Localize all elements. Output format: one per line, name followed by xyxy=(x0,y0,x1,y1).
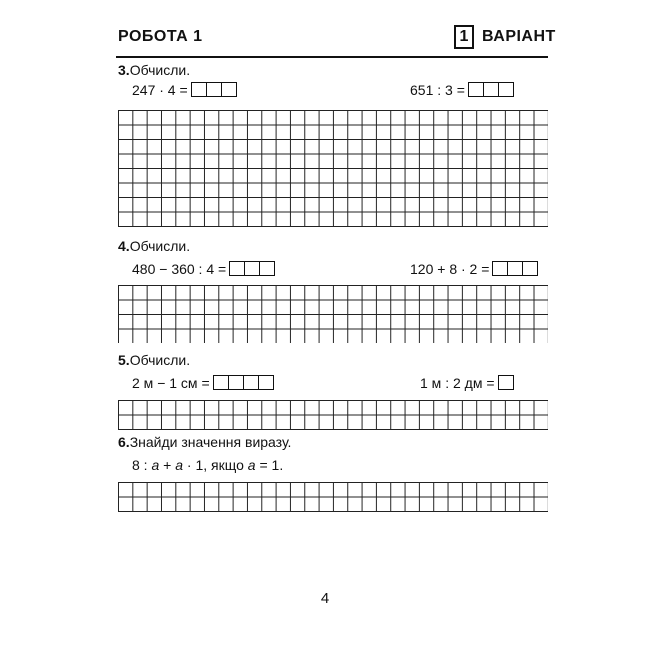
task-5-grid[interactable] xyxy=(118,400,548,430)
task-4-grid[interactable] xyxy=(118,285,548,343)
expression-text: 2 м − 1 см = xyxy=(132,375,210,391)
expression-text: 480 − 360 : 4 = xyxy=(132,261,227,277)
task-prompt: Обчисли. xyxy=(129,62,191,78)
answer-cell[interactable] xyxy=(507,261,523,276)
answer-cell[interactable] xyxy=(228,375,244,390)
task-prompt: Знайди значення виразу. xyxy=(129,434,292,450)
expression-part: 8 : xyxy=(132,457,152,473)
variant-number-box: 1 xyxy=(454,25,474,49)
answer-boxes[interactable] xyxy=(191,82,237,97)
task-3-grid[interactable] xyxy=(118,110,548,227)
task-4-left-expression xyxy=(132,261,275,277)
expression-text: 247 · 4 = xyxy=(132,82,188,98)
task-number: 4. xyxy=(118,238,130,254)
answer-cell[interactable] xyxy=(498,82,514,97)
answer-cell[interactable] xyxy=(206,82,222,97)
answer-cell[interactable] xyxy=(483,82,499,97)
task-6-expression xyxy=(132,457,283,473)
answer-cell[interactable] xyxy=(243,375,259,390)
page-number: 4 xyxy=(320,590,330,607)
variable-a: a xyxy=(247,457,256,473)
variant-label: ВАРІАНТ xyxy=(482,28,556,45)
task-3-heading xyxy=(118,62,190,78)
answer-cell[interactable] xyxy=(229,261,245,276)
task-4-right-expression xyxy=(410,261,538,277)
expression-text: 120 + 8 · 2 = xyxy=(410,261,490,277)
answer-boxes[interactable] xyxy=(229,261,275,276)
header-divider xyxy=(116,56,548,58)
variable-a: a xyxy=(151,457,160,473)
task-prompt: Обчисли. xyxy=(129,352,191,368)
expression-text: 651 : 3 = xyxy=(410,82,465,98)
task-number: 6. xyxy=(118,434,130,450)
task-6-heading xyxy=(118,434,291,450)
answer-cell[interactable] xyxy=(258,375,274,390)
answer-boxes[interactable] xyxy=(498,375,514,390)
task-5-heading xyxy=(118,352,190,368)
expression-part: = 1. xyxy=(255,457,284,473)
expression-part: · 1, якщо xyxy=(183,457,248,473)
answer-cell[interactable] xyxy=(492,261,508,276)
answer-cell[interactable] xyxy=(191,82,207,97)
task-3-right-expression xyxy=(410,82,514,98)
answer-boxes[interactable] xyxy=(213,375,274,390)
answer-cell[interactable] xyxy=(213,375,229,390)
answer-boxes[interactable] xyxy=(468,82,514,97)
answer-cell[interactable] xyxy=(498,375,514,390)
task-5-left-expression xyxy=(132,375,274,391)
task-number: 3. xyxy=(118,62,130,78)
answer-cell[interactable] xyxy=(221,82,237,97)
task-3-left-expression xyxy=(132,82,237,98)
task-4-heading xyxy=(118,238,190,254)
task-prompt: Обчисли. xyxy=(129,238,191,254)
variable-a: a xyxy=(175,457,184,473)
answer-cell[interactable] xyxy=(259,261,275,276)
expression-text: 1 м : 2 дм = xyxy=(420,375,495,391)
answer-cell[interactable] xyxy=(522,261,538,276)
expression-part: + xyxy=(159,457,176,473)
work-title: РОБОТА 1 xyxy=(118,28,203,45)
task-5-right-expression xyxy=(420,375,514,391)
answer-cell[interactable] xyxy=(244,261,260,276)
answer-cell[interactable] xyxy=(468,82,484,97)
answer-boxes[interactable] xyxy=(492,261,538,276)
task-number: 5. xyxy=(118,352,130,368)
task-6-grid[interactable] xyxy=(118,482,548,512)
